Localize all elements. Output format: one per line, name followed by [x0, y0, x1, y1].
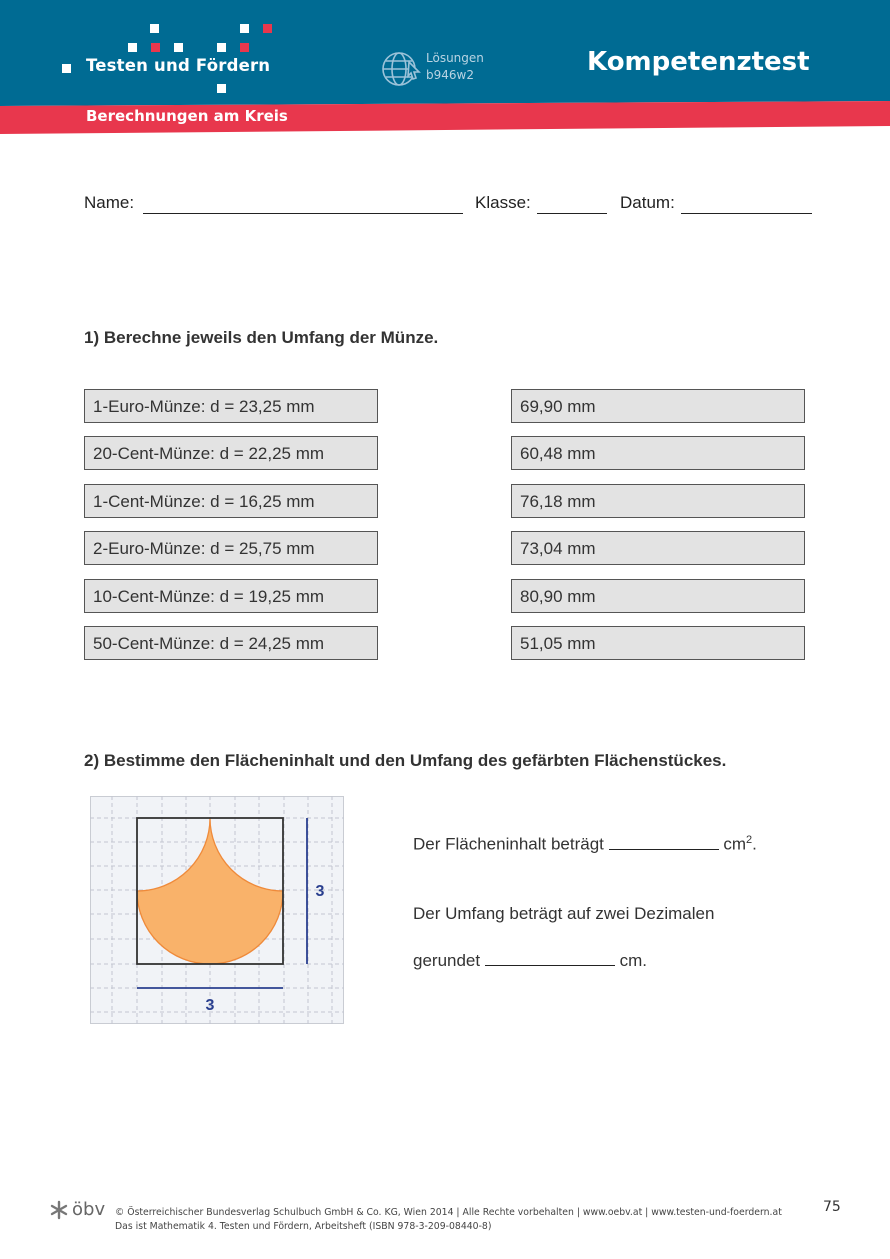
topic-title: Berechnungen am Kreis: [86, 107, 288, 125]
area-unit: cm: [723, 834, 747, 854]
date-field[interactable]: [681, 213, 812, 214]
page-header: [0, 0, 890, 135]
perimeter-unit: cm.: [619, 951, 647, 970]
book-reference: Das ist Mathematik 4. Testen und Fördern, Arbeitsheft (ISBN 978-3-209-08440-8): [115, 1221, 492, 1232]
coin-box[interactable]: 10-Cent-Münze: d = 19,25 mm: [84, 579, 378, 613]
result-box[interactable]: 51,05 mm: [511, 626, 805, 660]
coin-box[interactable]: 20-Cent-Münze: d = 22,25 mm: [84, 436, 378, 470]
page-title: Kompetenztest: [587, 47, 810, 77]
coin-box[interactable]: 1-Cent-Münze: d = 16,25 mm: [84, 484, 378, 518]
name-label: Name:: [84, 193, 135, 212]
perimeter-text-2: gerundet: [413, 951, 481, 970]
width-label: 3: [205, 997, 215, 1014]
solutions-label[interactable]: Lösungen: [426, 51, 484, 65]
area-text: Der Flächeninhalt beträgt: [413, 834, 604, 854]
date-label: Datum:: [620, 193, 675, 212]
coin-box[interactable]: 1-Euro-Münze: d = 23,25 mm: [84, 389, 378, 423]
result-box[interactable]: 80,90 mm: [511, 579, 805, 613]
shape-figure: [90, 796, 344, 1029]
area-answer: [413, 834, 757, 855]
result-box[interactable]: 76,18 mm: [511, 484, 805, 518]
height-label: 3: [315, 883, 325, 900]
area-unit-exponent: 2: [746, 834, 753, 846]
publisher-brand: öbv: [72, 1199, 106, 1220]
coin-box[interactable]: 50-Cent-Münze: d = 24,25 mm: [84, 626, 378, 660]
coin-box[interactable]: 2-Euro-Münze: d = 25,75 mm: [84, 531, 378, 565]
perimeter-blank[interactable]: [485, 952, 615, 966]
result-box[interactable]: 60,48 mm: [511, 436, 805, 470]
area-blank[interactable]: [609, 836, 719, 850]
class-field[interactable]: [537, 213, 607, 214]
page-number: 75: [823, 1199, 841, 1215]
result-box[interactable]: 73,04 mm: [511, 531, 805, 565]
area-period: .: [752, 834, 757, 854]
result-box[interactable]: 69,90 mm: [511, 389, 805, 423]
perimeter-answer: [413, 951, 647, 971]
publisher-logo-icon: [49, 1200, 69, 1220]
class-label: Klasse:: [475, 193, 531, 212]
task1-question: 1) Berechne jeweils den Umfang der Münze.: [84, 328, 439, 347]
logo-text: Testen und Fördern: [86, 56, 271, 75]
solutions-code[interactable]: b946w2: [426, 68, 474, 82]
name-field[interactable]: [143, 213, 463, 214]
task2-question: 2) Bestimme den Flächeninhalt und den Umfang des gefärbten Flächenstückes.: [84, 751, 727, 770]
perimeter-text-1: Der Umfang beträgt auf zwei Dezimalen: [413, 904, 715, 923]
copyright-text: © Österreichischer Bundesverlag Schulbuch GmbH & Co. KG, Wien 2014 | Alle Rechte vorbehalten | www.oebv.at | www.testen-und-foerdern.at: [115, 1207, 782, 1218]
